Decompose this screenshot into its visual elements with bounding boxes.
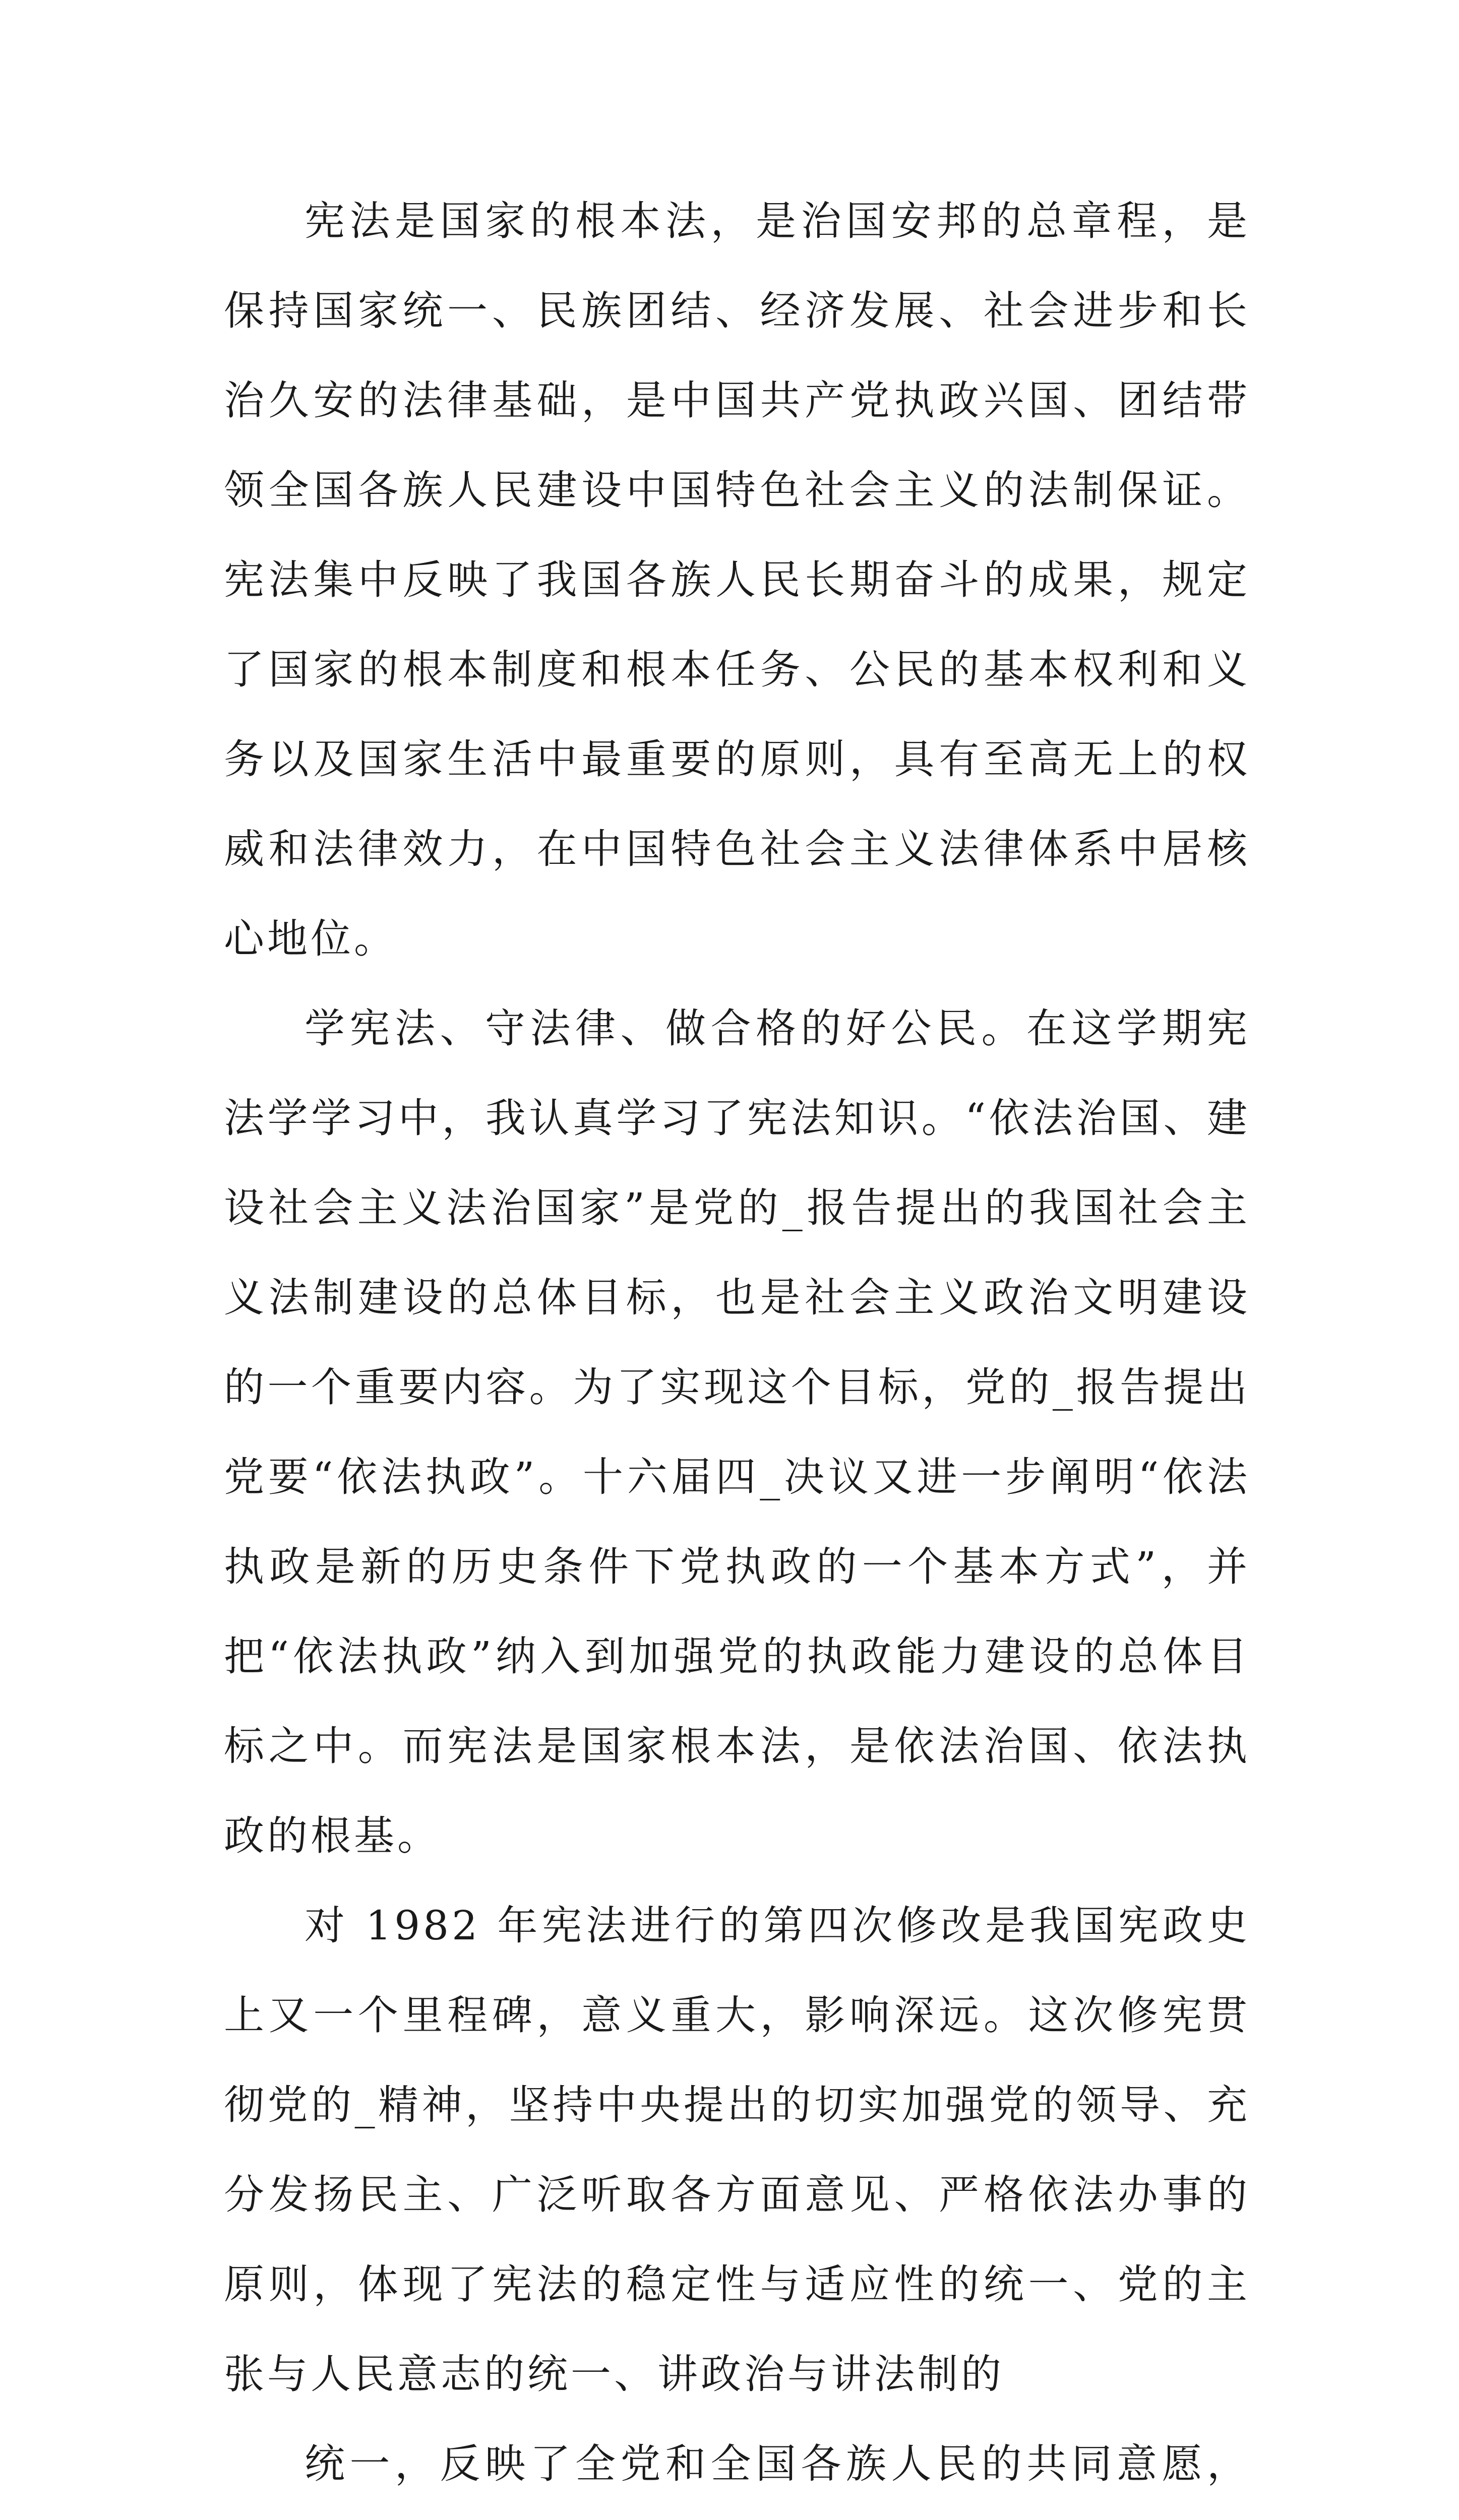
paragraph-4: 统一，反映了全党和全国各族人民的共同意愿， [305, 2440, 1250, 2487]
paragraph-3: 对 1982 年宪法进行的第四次修改是我国宪政史上又一个里程碑，意义重大，影响深远。这次修宪贯彻党的_精神，坚持中央提出的切实加强党的领导、充分发扬民主、广泛听取各方面意见、严格依法办事的原则，体现了宪法的稳定性与适应性的统一、党的主张与人民意志的统一、讲政治与讲法制的 [224, 1902, 1250, 2398]
document-body [224, 176, 1250, 2520]
paragraph-1: 宪法是国家的根本法，是治国安邦的总章程，是保持国家统一、民族团结、经济发展、社会进步和长治久安的法律基础，是中国共产党执政兴国、团结带领全国各族人民建设中国特色社会主义的法制保证。宪法集中反映了我国各族人民长期奋斗的成果，规定了国家的根本制度和根本任务、公民的基本权利和义务以及国家生活中最重要的原则，具有至高无上的权威和法律效力，在中国特色社会主义法律体系中居核心地位。 [224, 198, 1250, 962]
paragraph-2: 学宪法、守法律、做合格的好公民。在这学期宪法学学习中，我认真学习了宪法知识。“依法治国、建设社会主义法治国家”是党的_报告提出的我国社会主义法制建设的总体目标，也是社会主义政治文明建设的一个重要内容。为了实现这个目标，党的_报告提出党要“依法执政”。十六届四_决议又进一步阐明“依法执政是新的历史条件下党执政的一个基本方式”，并把“依法执政”纳入到加强党的执政能力建设的总体目标之中。而宪法是国家根本法，是依法治国、依法执政的根基。 [224, 1005, 1250, 1859]
